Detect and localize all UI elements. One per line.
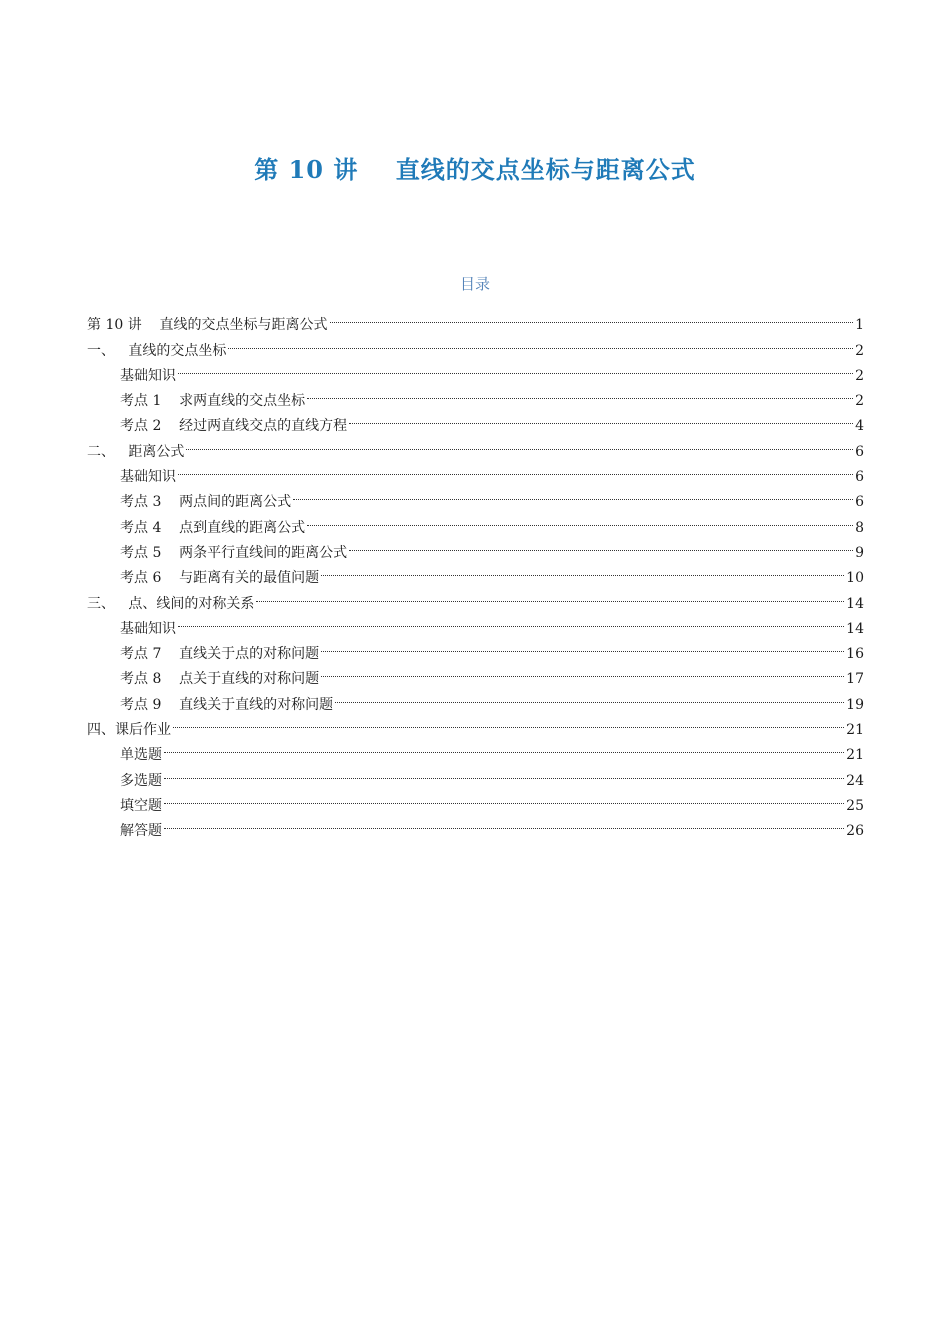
- toc-entry-page-number[interactable]: 14: [846, 620, 864, 637]
- toc-entry[interactable]: [87, 759, 864, 789]
- toc-entry-label[interactable]: 考点 2 经过两直线交点的直线方程: [120, 418, 348, 435]
- toc-entry[interactable]: [87, 355, 864, 384]
- toc-dot-leader: [178, 355, 853, 380]
- toc-entry-label[interactable]: 考点 9 直线关于直线的对称问题: [120, 696, 334, 713]
- toc-entry-label[interactable]: 考点 6 与距离有关的最值问题: [120, 570, 320, 587]
- toc-entry[interactable]: [87, 304, 864, 334]
- toc-entry-page-number[interactable]: 21: [846, 747, 864, 764]
- toc-dot-leader: [307, 380, 853, 405]
- toc-entry-page-number[interactable]: 2: [855, 342, 864, 359]
- toc-entry-label[interactable]: 基础知识: [120, 469, 176, 486]
- toc-entry-label[interactable]: 三、 点、线间的对称关系: [87, 595, 255, 612]
- toc-entry-page-number[interactable]: 2: [855, 393, 864, 410]
- toc-entry[interactable]: [87, 608, 864, 637]
- toc-entry-label[interactable]: 二、 距离公式: [87, 443, 185, 460]
- toc-dot-leader: [173, 709, 844, 734]
- toc-entry-label[interactable]: 考点 1 求两直线的交点坐标: [120, 393, 306, 410]
- toc-dot-leader: [321, 658, 844, 683]
- toc-dot-leader: [321, 557, 844, 582]
- toc-entry-page-number[interactable]: 2: [855, 367, 864, 384]
- toc-entry-label[interactable]: 基础知识: [120, 620, 176, 637]
- toc-entry-label[interactable]: 考点 3 两点间的距离公式: [120, 494, 292, 511]
- toc-entry-label[interactable]: 考点 7 直线关于点的对称问题: [120, 646, 320, 663]
- toc-entry[interactable]: [87, 709, 864, 739]
- toc-dot-leader: [349, 405, 853, 430]
- toc-entry-page-number[interactable]: 24: [846, 772, 864, 789]
- toc-entry-page-number[interactable]: 10: [846, 570, 864, 587]
- toc-entry-page-number[interactable]: 8: [855, 519, 864, 536]
- toc-dot-leader: [164, 810, 844, 835]
- toc-dot-leader: [178, 456, 853, 481]
- toc-entry[interactable]: [87, 430, 864, 460]
- toc-entry-page-number[interactable]: 14: [846, 595, 864, 612]
- toc-entry-page-number[interactable]: 26: [846, 823, 864, 840]
- table-of-contents: [87, 304, 864, 840]
- toc-entry-page-number[interactable]: 17: [846, 671, 864, 688]
- toc-entry-label[interactable]: 考点 8 点关于直线的对称问题: [120, 671, 320, 688]
- toc-dot-leader: [293, 481, 853, 506]
- toc-entry-page-number[interactable]: 4: [855, 418, 864, 435]
- page-title: 第 10 讲 直线的交点坐标与距离公式: [254, 155, 696, 184]
- toc-entry-page-number[interactable]: 6: [855, 494, 864, 511]
- toc-dot-leader: [335, 683, 844, 708]
- toc-entry[interactable]: [87, 734, 864, 764]
- toc-dot-leader: [164, 785, 844, 810]
- toc-entry[interactable]: [87, 456, 864, 486]
- toc-entry[interactable]: [87, 380, 864, 410]
- toc-dot-leader: [307, 506, 853, 531]
- toc-entry-page-number[interactable]: 21: [846, 722, 864, 739]
- toc-dot-leader: [164, 759, 844, 784]
- toc-entry[interactable]: [87, 633, 864, 663]
- toc-dot-leader: [164, 734, 844, 759]
- toc-entry[interactable]: [87, 785, 864, 814]
- toc-dot-leader: [330, 304, 854, 329]
- toc-entry-label[interactable]: 解答题: [120, 823, 162, 840]
- toc-dot-leader: [186, 430, 853, 455]
- toc-entry-label[interactable]: 考点 5 两条平行直线间的距离公式: [120, 544, 348, 561]
- toc-entry-page-number[interactable]: 19: [846, 696, 864, 713]
- toc-entry-page-number[interactable]: 25: [846, 797, 864, 814]
- toc-entry-label[interactable]: 四、课后作业: [87, 722, 171, 739]
- toc-entry-label[interactable]: 填空题: [120, 797, 162, 814]
- toc-entry-page-number[interactable]: 1: [855, 317, 864, 334]
- toc-entry-label[interactable]: 一、 直线的交点坐标: [87, 342, 227, 359]
- toc-dot-leader: [349, 532, 853, 557]
- toc-entry[interactable]: [87, 481, 864, 511]
- toc-entry[interactable]: [87, 810, 864, 840]
- toc-entry-page-number[interactable]: 6: [855, 469, 864, 486]
- toc-entry-page-number[interactable]: 9: [855, 544, 864, 561]
- toc-dot-leader: [228, 329, 853, 354]
- toc-dot-leader: [321, 633, 844, 658]
- toc-dot-leader: [178, 608, 844, 633]
- toc-entry-label[interactable]: 第 10 讲 直线的交点坐标与距离公式: [87, 317, 328, 334]
- toc-entry-page-number[interactable]: 6: [855, 443, 864, 460]
- toc-entry-label[interactable]: 多选题: [120, 772, 162, 789]
- toc-entry-label[interactable]: 单选题: [120, 747, 162, 764]
- toc-entry-label[interactable]: 考点 4 点到直线的距离公式: [120, 519, 306, 536]
- toc-entry-label[interactable]: 基础知识: [120, 367, 176, 384]
- toc-dot-leader: [256, 582, 844, 607]
- toc-heading: 目录: [459, 275, 490, 293]
- toc-entry-page-number[interactable]: 16: [846, 646, 864, 663]
